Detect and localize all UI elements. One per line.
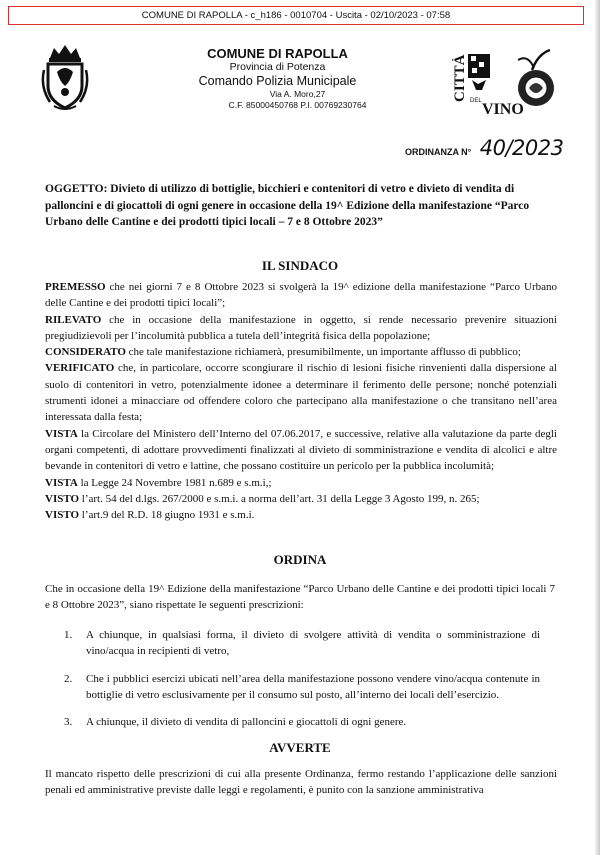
premise-key: VISTA xyxy=(45,476,78,489)
heading-il-sindaco: IL SINDACO xyxy=(261,258,339,273)
municipal-crest-icon xyxy=(40,42,90,112)
item-text: A chiunque, in qualsiasi forma, il divieto di svolgere attività di vendita o somministrazione di vino/acqua in recipienti di vetro, xyxy=(86,629,540,658)
premise-key: VERIFICATO xyxy=(45,362,115,375)
premise-text: l’art. 54 del d.lgs. 267/2000 e s.m.i. a norma dell’art. 31 della Legge 3 Agosto 199, n. 265; xyxy=(79,492,480,505)
ordinance-number: 40/2023 xyxy=(479,136,564,160)
item-number: 3. xyxy=(64,716,73,728)
subject-text: Divieto di utilizzo di bottiglie, bicchieri e contenitori di vetro e divieto di vendita di palloncini e di giocattoli di ogni genere in occasione della 19^ Edizione della manifestazione “Parco Urbano delle Cantine e dei prodotti tipici locali – 7 e 8 Ottobre 2023” xyxy=(45,183,530,228)
citta-del-vino-logo-icon xyxy=(452,40,562,120)
item-number: 1. xyxy=(64,629,73,641)
item-text: A chiunque, il divieto di vendita di palloncini e giocattoli di ogni genere. xyxy=(86,716,407,728)
subject-label: OGGETTO: xyxy=(45,183,108,195)
protocol-stamp: COMUNE DI RAPOLLA - c_h186 - 0010704 - Uscita - 02/10/2023 - 07:58 xyxy=(8,6,584,25)
command-name: Comando Polizia Municipale xyxy=(198,74,357,88)
premise-paragraph xyxy=(45,360,557,425)
premise-text: la Legge 24 Novembre 1981 n.689 e s.m.i,; xyxy=(77,476,272,489)
municipality-name: COMUNE DI RAPOLLA xyxy=(207,46,348,61)
logo-vino: VINO xyxy=(482,101,524,118)
premise-paragraph xyxy=(45,491,557,507)
premise-key: CONSIDERATO xyxy=(45,346,126,359)
item-text: Che i pubblici esercizi ubicati nell’area della manifestazione possono vendere vino/acqua contenute in bottiglie di vetro esclusivamente per il consumo sul posto, all’interno dei locali dell’esercizio. xyxy=(86,673,540,702)
page-edge-shadow xyxy=(595,0,600,855)
tax-codes: C.F. 85000450768 P.I. 00769230764 xyxy=(228,100,367,110)
premise-key: VISTO xyxy=(45,492,80,505)
logo-del: DEL xyxy=(470,98,482,104)
premise-key: PREMESSO xyxy=(45,281,106,293)
premise-text: la Circolare del Ministero dell’Interno del 07.06.2017, e successive, relative alla valutazione da parte degli organi competenti, di adottare provvedimenti finalizzati al divieto di somministrazione e vendita di alcolici e altre bevande in contenitori di vetro e lattine, che possano costituire un pericolo per la pubblica incolumità; xyxy=(45,427,557,473)
premise-paragraph xyxy=(45,312,557,345)
premise-paragraph xyxy=(45,475,557,491)
premise-paragraph xyxy=(45,344,557,360)
premise-paragraph xyxy=(45,507,557,523)
premise-key: VISTA xyxy=(45,427,78,440)
premise-key: RILEVATO xyxy=(45,313,102,326)
premise-text: l’art.9 del R.D. 18 giugno 1931 e s.m.i. xyxy=(79,509,255,522)
address: Via A. Moro,27 xyxy=(269,89,326,99)
heading-ordina: ORDINA xyxy=(273,552,327,567)
list-item xyxy=(64,714,540,730)
item-number: 2. xyxy=(64,673,73,685)
premise-text: che, in particolare, occorre scongiurare il rischio di lesioni fisiche rinvenienti dalla dispersione al suolo di contenitori in vetro, potenzialmente idonee a determinare il ferimento delle persone; nonché potenziali strumenti idonei a minacciare od offendere coloro che partecipano alla manifestazione o che transitano nell’area interessata dalla festa; xyxy=(45,362,557,424)
ordina-intro: Che in occasione della 19^ Edizione della manifestazione “Parco Urbano delle Cantine e dei prodotti tipici locali 7 e 8 Ottobre 2023”, siano rispettate le seguenti prescrizioni: xyxy=(45,583,555,612)
premise-paragraph xyxy=(45,426,557,475)
premise-text: che tale manifestazione richiamerà, presumibilmente, un importante afflusso di pubblico; xyxy=(125,346,521,359)
avverte-text: Il mancato rispetto delle prescrizioni di cui alla presente Ordinanza, fermo restando l’applicazione delle sanzioni penali ed amministrative previste dalle leggi e regolamenti, è punito con la sanzione amministrativa xyxy=(45,768,557,797)
subject xyxy=(45,181,557,231)
premise-text: che in occasione della manifestazione in oggetto, si rende necessario prevenire situazioni pregiudizievoli per l’incolumità pubblica a tutela dell’integrità fisica della popolazione; xyxy=(45,313,557,342)
letterhead xyxy=(160,46,395,111)
list-item xyxy=(64,671,540,704)
list-item xyxy=(64,627,540,660)
premise-paragraph xyxy=(45,279,557,312)
premise-key: VISTO xyxy=(45,509,80,522)
premises-block xyxy=(45,279,557,523)
ordinance-number-line xyxy=(405,136,563,160)
ordinance-label: ORDINANZA N° xyxy=(405,147,472,157)
premise-text: che nei giorni 7 e 8 Ottobre 2023 si svolgerà la 19^ edizione della manifestazione “Parco Urbano delle Cantine e dei prodotti tipici locali”; xyxy=(45,281,557,310)
province: Provincia di Potenza xyxy=(229,61,326,73)
logo-citta: CITTÀ xyxy=(452,54,468,102)
heading-avverte: AVVERTE xyxy=(269,740,331,755)
